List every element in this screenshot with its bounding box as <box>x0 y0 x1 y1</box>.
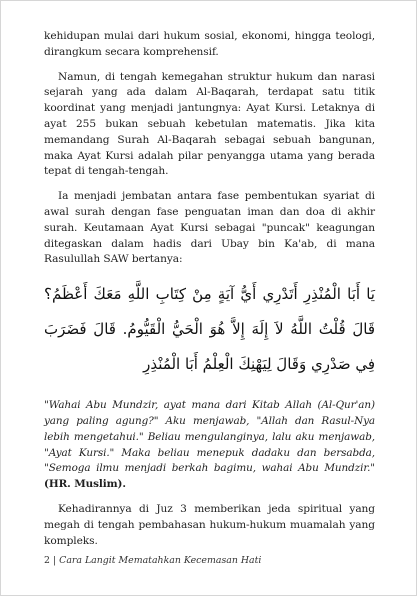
hadith-source: (HR. Muslim). <box>44 478 126 491</box>
paragraph-ayat-kursi-intro: Namun, di tengah kemegahan struktur hukum dan narasi sejarah yang ada dalam Al-Baqarah, terdapat satu titik koordinat yang menjadi jantungnya: Ayat Kursi. Letaknya di ayat 255 bukan sebuah kebetulan matematis. Jika kita memandang Surah Al-Baqarah sebagai sebuah bangunan, maka Ayat Kursi adalah pilar penyangga utama yang berada tepat di tengah-tengah. <box>44 70 375 178</box>
book-title: Cara Langit Mematahkan Kecemasan Hati <box>59 555 262 566</box>
page-number: 2 <box>44 555 50 566</box>
arabic-hadith-text: يَا أَبَا الْمُنْذِرِ أَتَدْرِي أَيُّ آيَةٍ مِنْ كِتَابِ اللَّهِ مَعَكَ أَعْظَمُ؟ قَالَ قُلْتُ اللَّهُ لاَ إِلَهَ إِلاَّ هُوَ الْحَيُّ الْقَيُّومُ. قَالَ فَضَرَبَ فِي صَدْرِي وَقَالَ لِيَهْنِكَ الْعِلْمُ أَبَا الْمُنْذِرِ <box>44 285 375 374</box>
hadith-translation <box>44 398 375 493</box>
paragraph-continuation: kehidupan mulai dari hukum sosial, ekonomi, hingga teologi, dirangkum secara komprehensif. <box>44 30 375 58</box>
page-footer <box>44 555 261 566</box>
paragraph-hadith-intro: Ia menjadi jembatan antara fase pembentukan syariat di awal surah dengan fase penguatan iman dan doa di akhir surah. Keutamaan Ayat Kursi sebagai "puncak" keagungan ditegaskan dalam hadis dari Ubay bin Ka'ab, di mana Rasulullah SAW bertanya: <box>44 190 375 266</box>
hadith-translation-text: "Wahai Abu Mundzir, ayat mana dari Kitab Allah (Al-Qur'an) yang paling agung?" Aku menjawab, "Allah dan Rasul-Nya lebih mengetahui." Beliau mengulanginya, lalu aku menjawab, "Ayat Kursi." Maka beliau menepuk dadaku dan bersabda, "Semoga ilmu menjadi berkah bagimu, wahai Abu Mundzir." <box>44 399 375 475</box>
footer-separator: | <box>52 555 57 566</box>
page-body <box>44 29 375 549</box>
paragraph-juz-3: Kehadirannya di Juz 3 memberikan jeda spiritual yang megah di tengah pembahasan hukum-hukum muamalah yang kompleks. <box>44 502 375 547</box>
